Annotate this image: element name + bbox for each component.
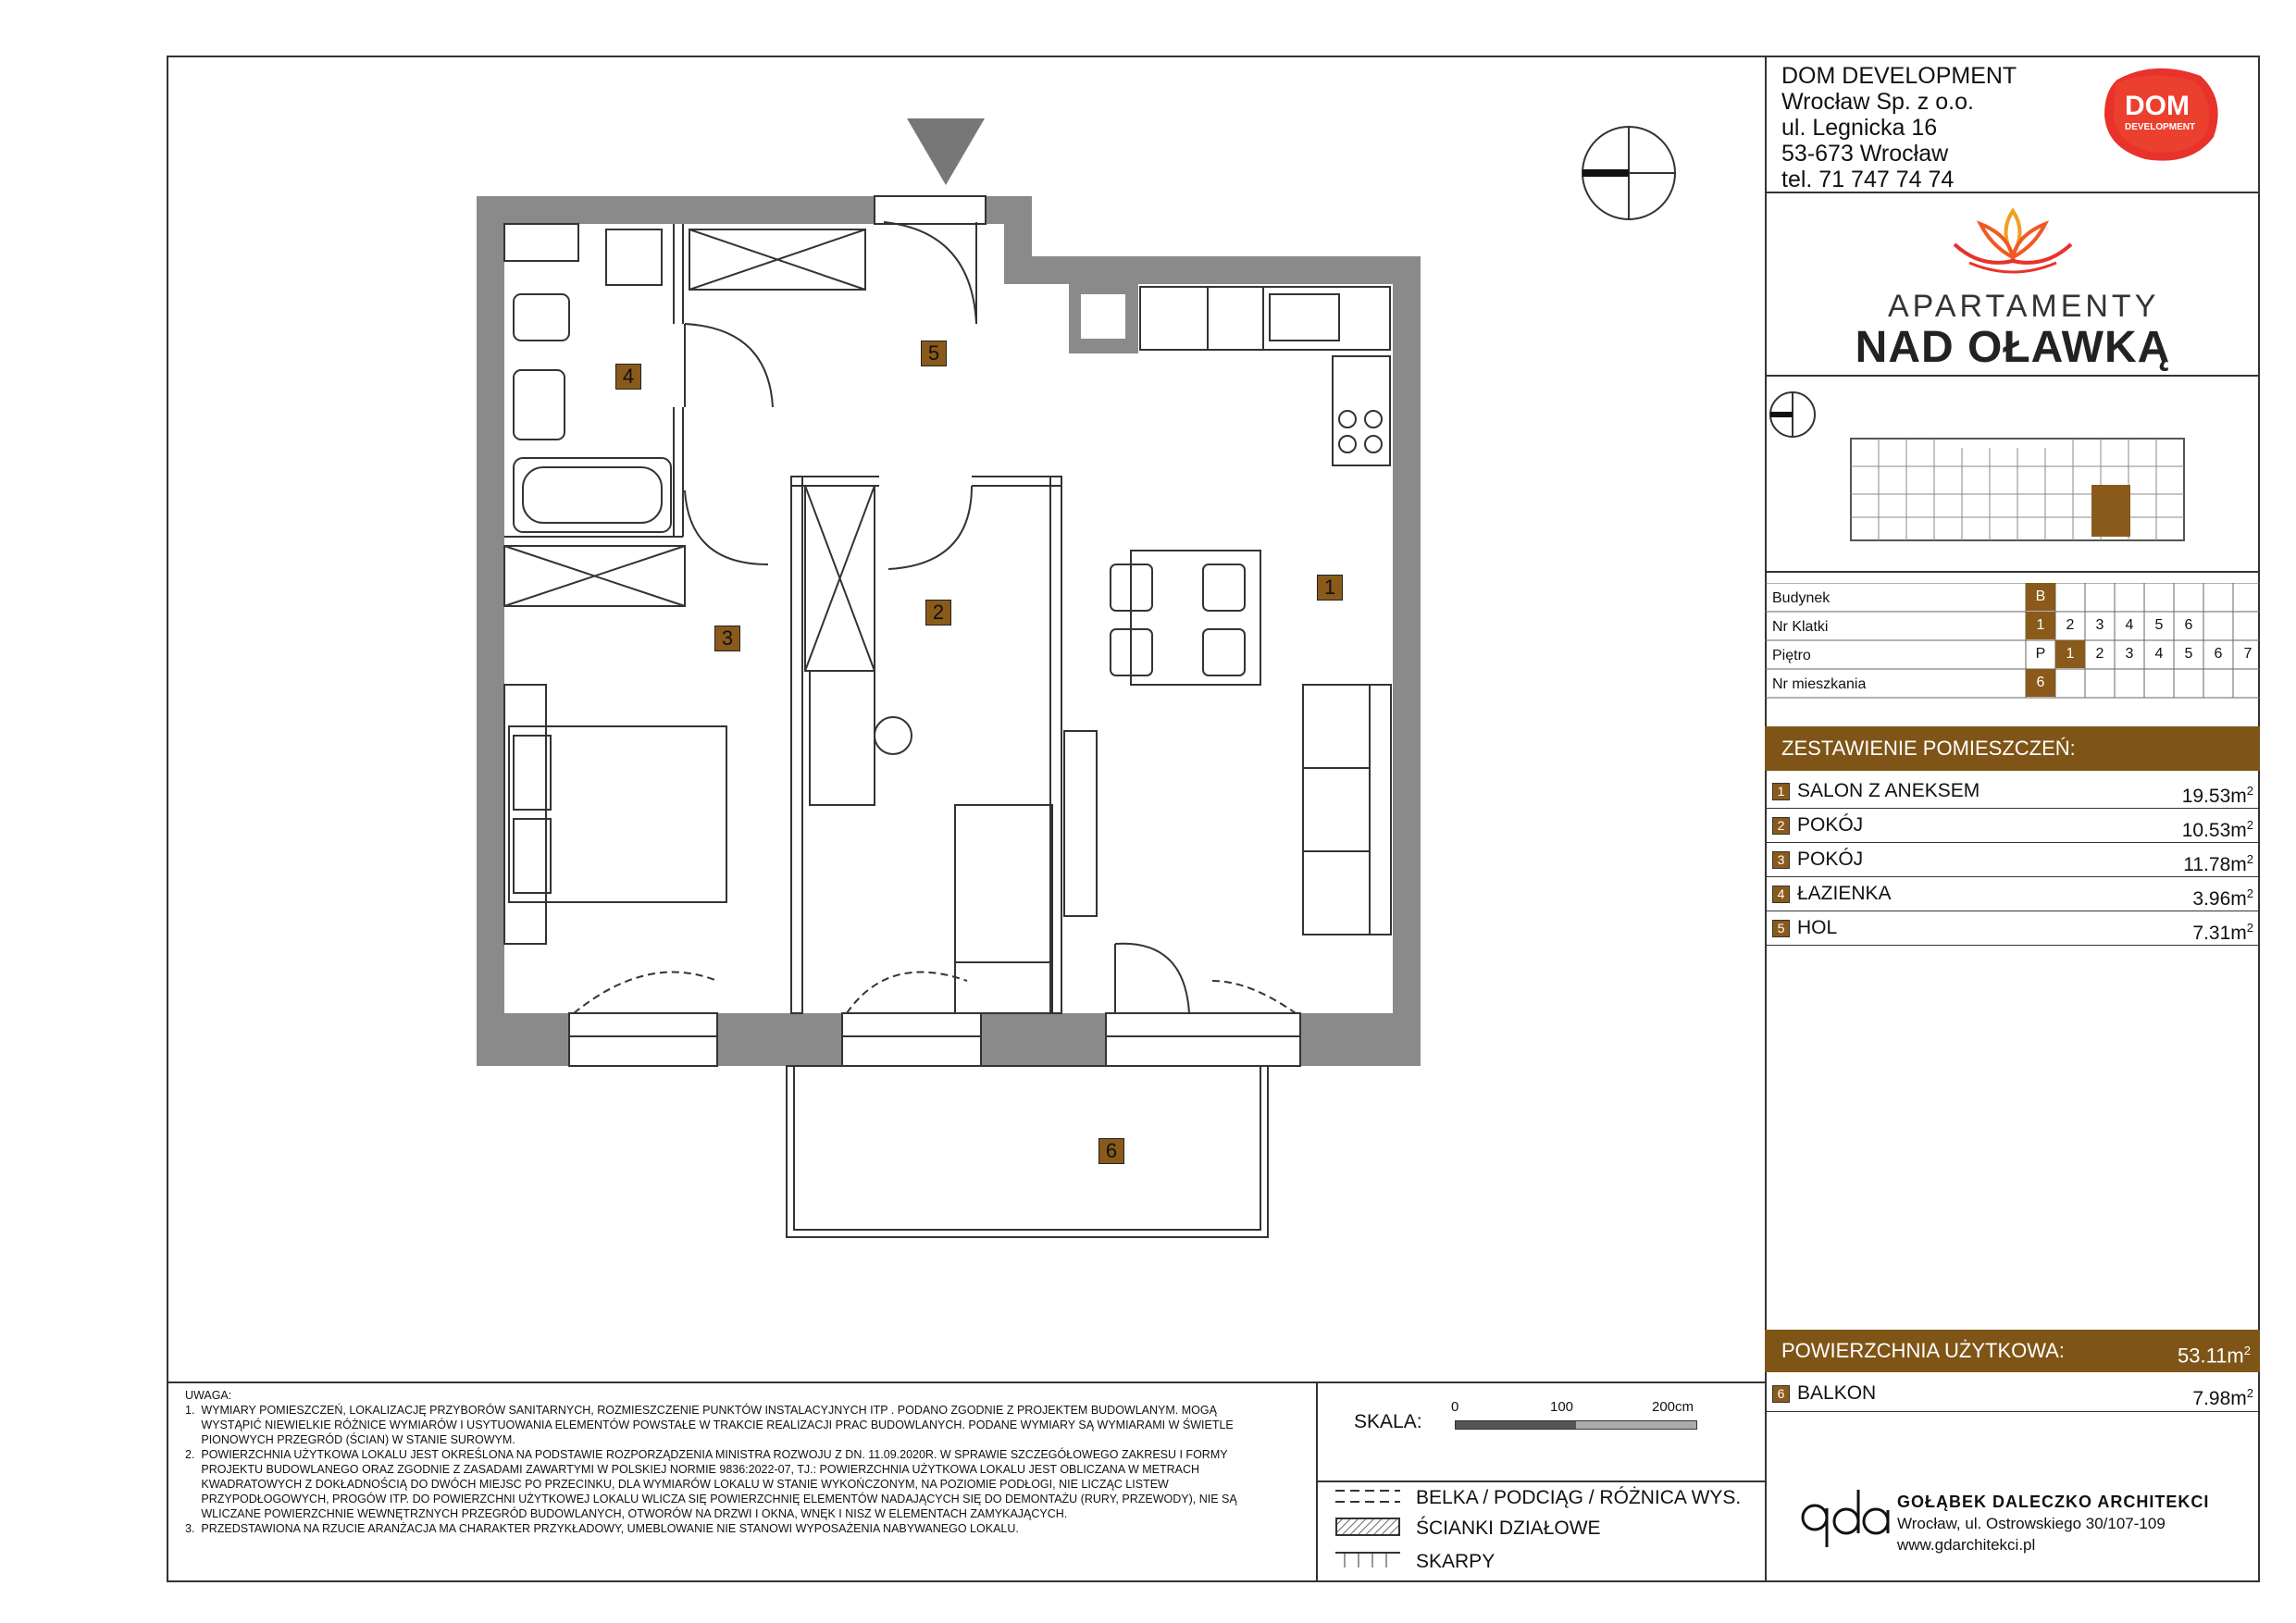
scale-tick-100: 100 [1550,1399,1574,1415]
room-area: $10.53m^2$ [2181,818,2253,841]
architect-web: www.gdarchitekci.pl [1897,1536,2036,1554]
company-city: 53-673 Wrocław [1781,141,1949,167]
room-name: POKÓJ [1797,849,1864,870]
legend-jamb-icon [1335,1551,1400,1574]
room-row [1772,912,2253,944]
notes-title: UWAGA: [185,1389,232,1402]
klatka-label: Nr Klatki [1772,619,1829,635]
balcony-area: $7.98m^2$ [2192,1386,2253,1409]
rooms-header: ZESTAWIENIE POMIESZCZEŃ: [1765,726,2260,771]
note-line: WYSTĄPIĆ NIEWIELKIE RÓŻNICE WYMIARÓW I USYTUOWANIA ELEMENTÓW POWSTAŁE W TRAKCIE REALIZACJI PRAC BUDOWLANYCH. PODANE WYMIARY SĄ WYMIARAMI W ŚWIETLE [185,1419,1234,1431]
plan-label-6: 6 [1098,1138,1124,1164]
klatka-row-cell: 3 [2095,617,2104,633]
scale-bar [1455,1420,1697,1430]
room-row [1772,810,2253,841]
compass-small-icon [1765,387,1820,447]
legend-partition: ŚCIANKI DZIAŁOWE [1416,1518,1601,1539]
pietro-row-cell: 7 [2243,646,2253,662]
usable-area-value: $53.11m^2$ [2178,1344,2251,1368]
room-area: $19.53m^2$ [2181,784,2253,807]
sep-keyplan [1765,571,2260,573]
room-row [1772,775,2253,807]
pietro-row-cell: 2 [2095,646,2104,662]
note-line: 1. WYMIARY POMIESZCZEŃ, LOKALIZACJĘ PRZYBORÓW SANITARNYCH, ROZMIESZCZENIE PUNKTÓW INSTALACYJNYCH ITP . PODANO ZGODNIE Z PROJEKTEM BUDOWLANYM. MOGĄ [185,1404,1217,1417]
legend-jamb: SKARPY [1416,1551,1496,1572]
pietro-row-cell: P [2035,646,2046,662]
gda-logo [1800,1481,1893,1559]
note-line: 3. PRZEDSTAWIONA NA RZUCIE ARANŻACJA MA CHARAKTER PRZYKŁADOWY, UMEBLOWANIE NIE STANOWI WYPOSAŻENIA NABYWANEGO LOKALU. [185,1522,1019,1535]
company-street: ul. Legnicka 16 [1781,115,1938,141]
mieszkanie-label: Nr mieszkania [1772,676,1867,692]
pietro-row-cell: 5 [2184,646,2193,662]
room-row [1772,878,2253,910]
notes [185,1388,1309,1536]
klatka-row-cell: 2 [2066,617,2075,633]
scale-tick-200: 200cm [1652,1399,1694,1415]
note-line: KWADRATOWYCH Z DOKŁADNOŚCIĄ DO DWÓCH MIEJSC PO PRZECINKU, DLA WYMIARÓW LOKALU W STANIE WYKOŃCZONYM, NA POZIOMIE PODŁOGI, NIE LICZĄC LISTEW [185,1478,1169,1491]
architect-name: GOŁĄBEK DALECZKO ARCHITEKCI [1897,1493,2210,1511]
budynek-label: Budynek [1772,590,1831,606]
plan-label-5: 5 [921,341,947,366]
sep-balcony [1765,1411,2260,1412]
room-num: 1 [1772,783,1790,800]
architect-address: Wrocław, ul. Ostrowskiego 30/107-109 [1897,1515,2166,1532]
location-grid [1765,583,2260,703]
room-separator [1765,842,2260,843]
klatka-row-cell: 4 [2125,617,2134,633]
room-area: $3.96m^2$ [2192,886,2253,910]
company-phone: tel. 71 747 74 74 [1781,167,1955,192]
balcony-name: BALKON [1797,1382,1877,1404]
usable-area-label: POWIERZCHNIA UŻYTKOWA: [1781,1339,2065,1362]
project-title-big: NAD OŁAWKĄ [1855,323,2171,372]
room-num: 2 [1772,817,1790,835]
room-separator [1765,876,2260,877]
sep-project [1765,375,2260,377]
legend-partition-icon [1335,1518,1400,1541]
klatka-row-cell: 5 [2154,617,2164,633]
room-name: SALON Z ANEKSEM [1797,780,1980,801]
dom-logo-text: DOM [2125,91,2190,121]
project-title-small: APARTAMENTY [1888,289,2160,324]
legend-beam-icon [1335,1487,1400,1510]
budynek-row-cell: B [2026,583,2055,611]
balcony-num: 6 [1772,1385,1790,1403]
note-line: PROJEKTU BUDOWLANEGO ORAZ ZGODNIE Z ZASADAMI ZAWARTYMI W POLSKIEJ NORMIE 9836:2022-07, TJ.: POWIERZCHNIA UŻYTKOWA LOKALU JEST OBLICZANA W METRACH [185,1463,1200,1476]
room-num: 4 [1772,886,1790,903]
sep-scale-legend [1316,1481,1765,1482]
plan-label-3: 3 [714,626,740,651]
plan-label-2: 2 [925,600,951,626]
legend-beam: BELKA / PODCIĄG / RÓŻNICA WYS. [1416,1487,1742,1508]
room-name: ŁAZIENKA [1797,883,1892,904]
note-line: WLICZANE POWIERZCHNIE WEWNĘTRZNYCH PRZEGRÓD BUDOWLANYCH, OTWORÓW NA DRZWI I OKNA, WNĘK I NISZ W ELEMENTACH ZAMYKAJĄCYCH. [185,1507,1068,1520]
room-num: 3 [1772,851,1790,869]
balcony-row [1772,1378,2253,1409]
dom-logo [2099,63,2225,167]
company-info [1781,63,2017,192]
note-line: PRZYPODŁOGOWYCH, PROGÓW ITP. DO POWIERZCHNI UŻYTKOWEJ LOKALU WLICZA SIĘ POWIERZCHNIĘ ELEMENTÓW NADAJĄCYCH SIĘ DO DEMONTAŻU (RURY, PRZEWODY), NIE SĄ [185,1493,1237,1505]
sep-notes [167,1381,1765,1383]
pietro-label: Piętro [1772,648,1811,663]
note-line: PIONOWYCH PRZEGRÓD (ŚCIAN) W STANIE SUROWYM. [185,1433,515,1446]
pietro-row-cell: 6 [2214,646,2223,662]
klatka-row-cell: 1 [2026,612,2055,639]
usable-area-bar [1765,1330,2260,1372]
lotus-icon [1943,204,2082,278]
company-name: DOM DEVELOPMENT [1781,63,2017,89]
klatka-row-cell: 6 [2184,617,2193,633]
room-name: HOL [1797,917,1838,938]
room-num: 5 [1772,920,1790,937]
room-area: $11.78m^2$ [2183,852,2253,875]
mieszkanie-row-cell: 6 [2026,669,2055,697]
room-row [1772,844,2253,875]
pietro-row-cell: 3 [2125,646,2134,662]
room-separator [1765,945,2260,946]
scale-tick-0: 0 [1451,1399,1459,1415]
dom-logo-sub: DEVELOPMENT [2125,122,2196,132]
plan-label-1: 1 [1317,575,1343,601]
pietro-row-cell: 1 [2055,640,2085,668]
room-area: $7.31m^2$ [2192,921,2253,944]
company-line2: Wrocław Sp. z o.o. [1781,89,1974,115]
scale-label: SKALA: [1354,1411,1422,1432]
note-line: 2. POWIERZCHNIA UŻYTKOWA LOKALU JEST OKREŚLONA NA PODSTAWIE ROZPORZĄDZENIA MINISTRA ROZWOJU Z DN. 11.09.2020R. W SPRAWIE SZCZEGÓŁOWEGO ZAKRESU I FORMY [185,1448,1228,1461]
key-plan [1842,429,2193,559]
pietro-row-cell: 4 [2154,646,2164,662]
room-separator [1765,808,2260,809]
plan-label-4: 4 [615,364,641,390]
room-name: POKÓJ [1797,814,1864,836]
